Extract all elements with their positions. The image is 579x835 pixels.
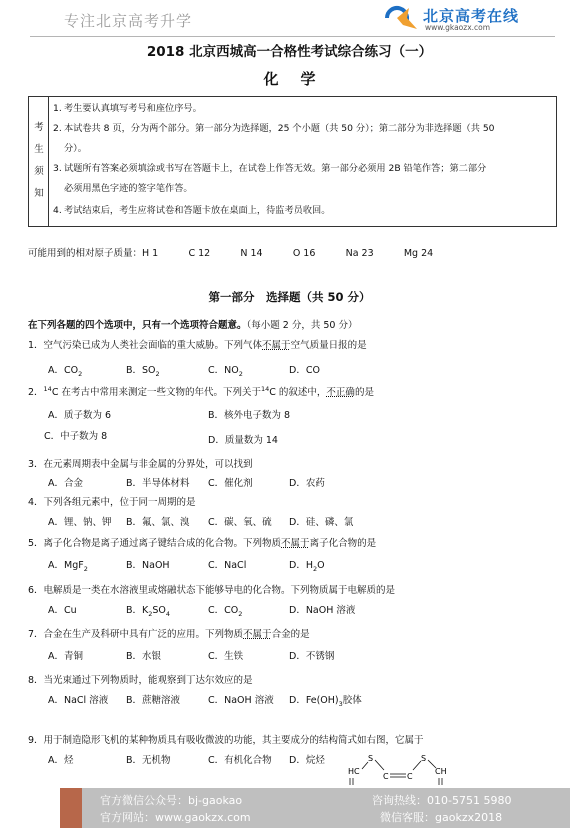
notice-label-char: 须 — [34, 166, 44, 177]
atom-label: HC — [348, 767, 360, 776]
notice-item: 分）。 — [64, 143, 87, 154]
footer-service: 微信客服：gaokzx2018 — [380, 811, 503, 824]
answer-option: C．中子数为 8 — [44, 431, 108, 442]
logo-url: www.gkaozx.com — [425, 23, 491, 32]
atomic-masses: 可能用到的相对原子质量：H 1 C 12 N 14 O 16 Na 23 Mg 24 — [28, 248, 434, 259]
answer-option: A．烃 — [48, 755, 74, 766]
question-stem: 6．电解质是一类在水溶液里或熔融状态下能够导电的化合物。下列物质属于电解质的是 — [28, 585, 396, 596]
answer-option: A．锂、钠、钾 — [48, 517, 112, 528]
notice-label — [29, 97, 49, 226]
page-footer — [60, 788, 570, 828]
answer-option: C．有机化合物 — [208, 755, 272, 766]
answer-option: A．MgF$_2$ — [48, 560, 88, 573]
answer-option: C．$CO_2$ — [208, 605, 243, 618]
question-stem: 7．合金在生产及科研中具有广泛的应用。下列物质不属于合金的是 — [28, 629, 310, 640]
notice-item: 3. 试题所有答案必须填涂或书写在答题卡上，在试卷上作答无效。第一部分必须用 2B 铅笔作答；第二部分 — [53, 163, 487, 174]
structural-formula-figure — [346, 752, 456, 786]
part-one-instruction: 在下列各题的四个选项中，只有一个选项符合题意。（每小题 2 分，共 50 分） — [28, 320, 358, 331]
answer-option: B．$K_2SO_4$ — [126, 605, 171, 618]
answer-option: B．氟、氯、溴 — [126, 517, 190, 528]
answer-option: B．蔗糖溶液 — [126, 695, 181, 706]
header-divider — [30, 36, 555, 37]
question-stem: 1．空气污染已成为人类社会面临的重大威胁。下列气体不属于空气质量日报的是 — [28, 340, 367, 351]
notice-label-char: 知 — [34, 188, 44, 199]
answer-option: C．碳、氧、硫 — [208, 517, 272, 528]
notice-item: 1. 考生要认真填写考号和座位序号。 — [53, 103, 202, 114]
footer-hotline: 咨询热线：010-5751 5980 — [372, 794, 512, 807]
notice-item: 必须用黑色字迹的签字笔作答。 — [64, 183, 193, 194]
brand-logo[interactable] — [383, 5, 531, 33]
page-header — [0, 0, 579, 36]
atom-label: CH — [435, 767, 447, 776]
header-slogan: 专注北京高考升学 — [64, 12, 193, 30]
exam-subject: 化学 — [263, 70, 338, 88]
answer-option: B．核外电子数为 8 — [208, 410, 291, 421]
answer-option: D．不锈钢 — [289, 651, 335, 662]
notice-label-char: 考 — [34, 122, 44, 133]
answer-option: A．合金 — [48, 478, 83, 489]
question-stem: 3．在元素周期表中金属与非金属的分界处，可以找到 — [28, 459, 253, 470]
answer-option: B．NaOH — [126, 560, 170, 571]
answer-option: B．无机物 — [126, 755, 171, 766]
answer-option: A．NaCl 溶液 — [48, 695, 109, 706]
question-stem: 4．下列各组元素中，位于同一周期的是 — [28, 497, 196, 508]
answer-option: D．CO — [289, 365, 320, 376]
footer-accent-bar — [60, 788, 82, 828]
answer-option: C．$NO_2$ — [208, 365, 243, 378]
answer-option: D．$Fe(OH)_3$胶体 — [289, 695, 362, 708]
answer-option: D．NaOH 溶液 — [289, 605, 356, 616]
atom-label: S — [421, 754, 427, 763]
notice-item: 2. 本试卷共 8 页，分为两个部分。第一部分为选择题，25 个小题（共 50 分）；第二部分为非选择题（共 50 — [53, 123, 495, 134]
answer-option: B．$SO_2$ — [126, 365, 160, 378]
candidate-notice-box — [28, 96, 557, 227]
answer-option: D．质量数为 14 — [208, 435, 278, 446]
answer-option: D．农药 — [289, 478, 325, 489]
gk-logo-icon — [383, 5, 419, 31]
answer-option: C．NaCl — [208, 560, 247, 571]
atom-label: C — [407, 772, 413, 781]
notice-item: 4. 考试结束后，考生应将试卷和答题卡放在桌面上，待监考员收回。 — [53, 205, 331, 216]
answer-option: A．$CO_2$ — [48, 365, 83, 378]
logo-name: 北京高考在线 — [423, 7, 520, 25]
notice-label-char: 生 — [34, 144, 44, 155]
atom-label: C — [383, 772, 389, 781]
atom-label: S — [368, 754, 374, 763]
answer-option: D．烷烃 — [289, 755, 325, 766]
answer-option: C．NaOH 溶液 — [208, 695, 274, 706]
answer-option: D．硅、磷、氯 — [289, 517, 354, 528]
answer-option: C．催化剂 — [208, 478, 253, 489]
answer-option: B．半导体材料 — [126, 478, 190, 489]
footer-website[interactable]: 官方网站：www.gaokzx.com — [100, 811, 251, 824]
answer-option: A．青铜 — [48, 651, 83, 662]
question-stem: 8．当光束通过下列物质时，能观察到丁达尔效应的是 — [28, 675, 253, 686]
footer-wechat: 官方微信公众号：bj-gaokao — [100, 794, 243, 807]
answer-option: D．$H_2O$ — [289, 560, 325, 573]
answer-option: B．水银 — [126, 651, 162, 662]
question-stem: 9．用于制造隐形飞机的某种物质具有吸收微波的功能，其主要成分的结构简式如右图，它属于 — [28, 735, 424, 746]
answer-option: A．质子数为 6 — [48, 410, 112, 421]
question-stem: 2．$^{14}$C 在考古中常用来测定一些文物的年代。下列关于$^{14}$C 的叙述中，不正确的是 — [28, 384, 374, 398]
answer-option: C．生铁 — [208, 651, 244, 662]
exam-title: 2018 北京西城高一合格性考试综合练习（一） — [146, 44, 433, 60]
question-stem: 5．离子化合物是离子通过离子键结合成的化合物。下列物质不属于离子化合物的是 — [28, 538, 377, 549]
part-one-title: 第一部分 选择题（共 50 分） — [208, 290, 371, 304]
answer-option: A．Cu — [48, 605, 77, 616]
